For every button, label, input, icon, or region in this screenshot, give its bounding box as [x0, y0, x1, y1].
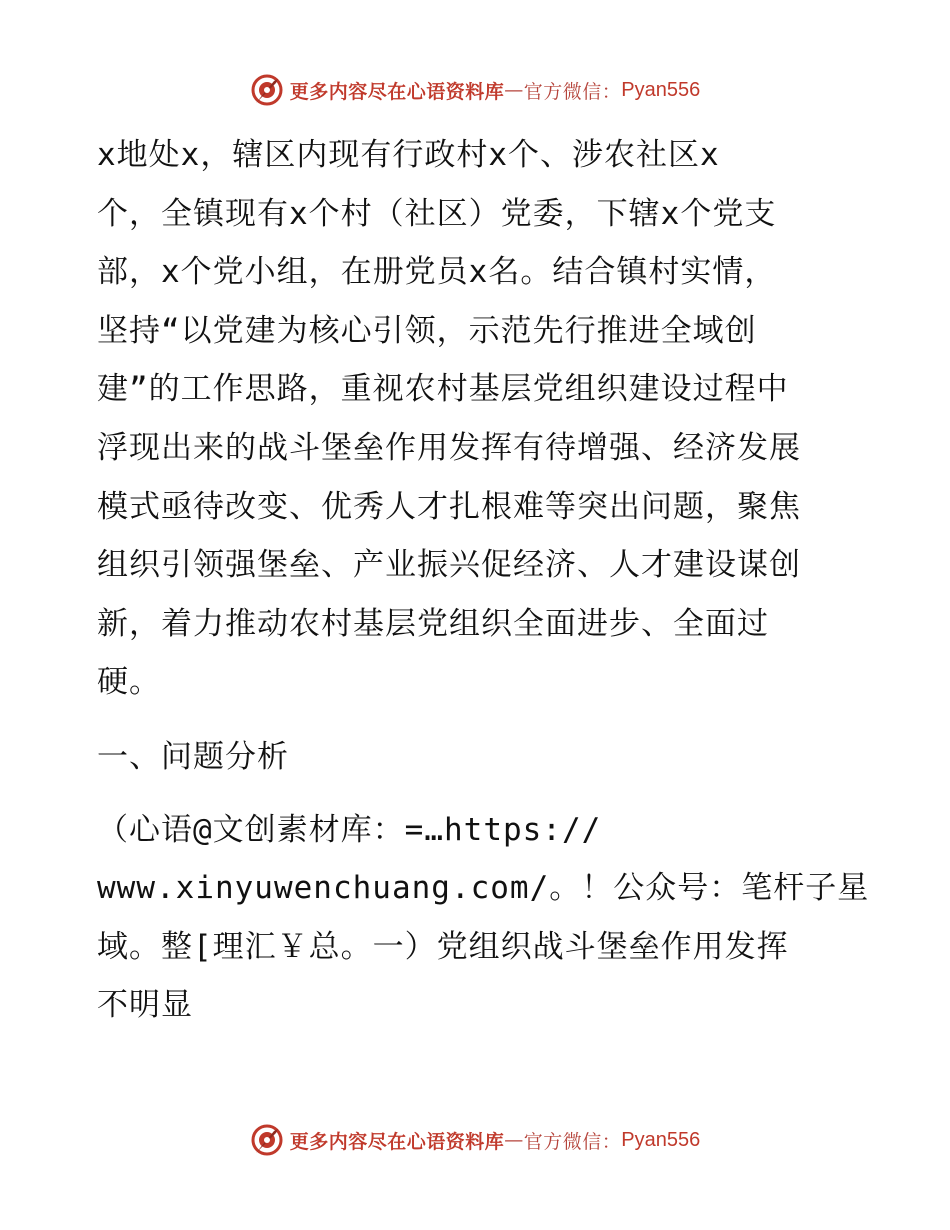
- text-line: （心语@文创素材库：=…https://: [97, 811, 602, 848]
- document-body: [97, 126, 870, 1035]
- section-heading: [97, 728, 857, 787]
- banner-wechat-label: 官方微信：: [523, 1130, 622, 1153]
- intro-paragraph: [97, 126, 857, 712]
- footer-watermark-banner: [0, 1120, 950, 1160]
- text-line: 坚持“以党建为核心引领，示范先行推进全域创: [97, 312, 757, 349]
- text-line: 浮现出来的战斗堡垒作用发挥有待增强、经济发展: [97, 429, 801, 466]
- text-line: 硬。: [97, 664, 161, 701]
- text-line: x地处x，辖区内现有行政村x个、涉农社区x: [97, 137, 720, 173]
- banner-main-text: 更多内容尽在心语资料库: [289, 80, 505, 103]
- text-line: 部，x个党小组，在册党员x名。结合镇村实情，: [97, 254, 777, 291]
- quill-pen-logo-icon: [250, 73, 284, 107]
- text-line: 组织引领强堡垒、产业振兴促经济、人才建设谋创: [97, 547, 801, 584]
- banner-dash: —: [504, 79, 524, 101]
- text-line: 不明显: [97, 987, 193, 1024]
- banner-dash: —: [504, 1129, 524, 1151]
- banner-wechat-id: Pyan556: [621, 1128, 701, 1151]
- header-watermark-banner: [0, 70, 950, 110]
- text-line: 模式亟待改变、优秀人才扎根难等突出问题，聚焦: [97, 488, 801, 525]
- text-line: 域。整[理汇￥总。一）党组织战斗堡垒作用发挥: [97, 928, 789, 965]
- banner-main-text: 更多内容尽在心语资料库: [289, 1130, 505, 1153]
- text-line: 个，全镇现有x个村（社区）党委，下辖x个党支: [97, 195, 777, 232]
- text-line: 新，着力推动农村基层党组织全面进步、全面过: [97, 605, 769, 642]
- text-line: www.xinyuwenchuang.com/。！公众号：笔杆子星: [97, 870, 870, 907]
- text-line: 建”的工作思路，重视农村基层党组织建设过程中: [97, 371, 789, 408]
- section-heading-text: 一、问题分析: [97, 738, 289, 775]
- banner-wechat-id: Pyan556: [621, 78, 701, 101]
- quill-pen-logo-icon: [250, 1123, 284, 1157]
- subsection-paragraph: [97, 801, 870, 1035]
- banner-wechat-label: 官方微信：: [523, 80, 622, 103]
